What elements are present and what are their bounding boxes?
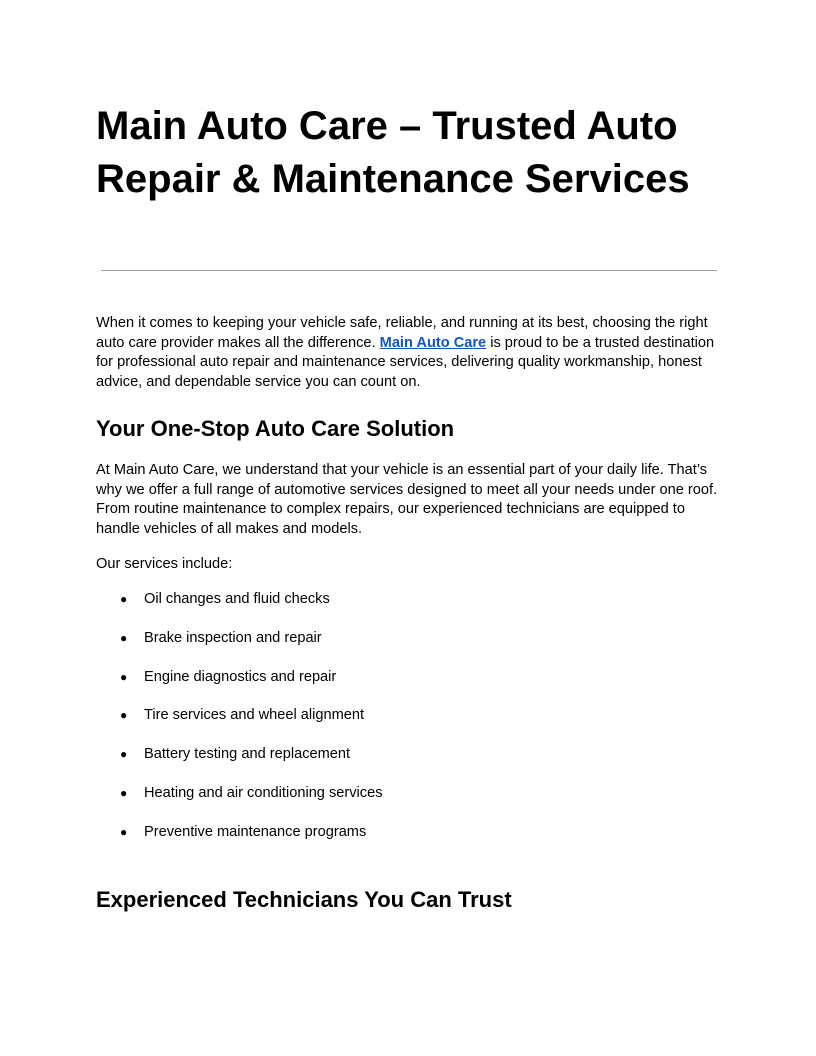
list-item-label: Tire services and wheel alignment xyxy=(144,707,365,724)
list-item xyxy=(96,705,383,744)
list-item xyxy=(96,628,383,667)
list-item-label: Battery testing and replacement xyxy=(144,746,351,763)
services-list xyxy=(96,589,383,861)
section-heading-technicians: Experienced Technicians You Can Trust xyxy=(96,887,512,912)
section-one-paragraph: At Main Auto Care, we understand that your vehicle is an essential part of your daily life. That’s why we offer a full range of automotive services designed to meet all your needs under one roof. From routine maintenance to complex repairs, our experienced technicians are equipped to handle vehicles of all makes and models. xyxy=(96,462,718,537)
main-auto-care-link[interactable]: Main Auto Care xyxy=(379,334,487,351)
list-item xyxy=(96,822,383,861)
intro-paragraph xyxy=(96,314,721,392)
list-item-label: Preventive maintenance programs xyxy=(144,823,367,840)
list-item xyxy=(96,589,383,628)
bullet-icon: ● xyxy=(120,708,128,723)
list-item xyxy=(96,667,383,706)
bullet-icon: ● xyxy=(120,824,128,839)
list-item-label: Brake inspection and repair xyxy=(144,629,322,646)
horizontal-divider xyxy=(101,270,717,271)
bullet-icon: ● xyxy=(120,785,128,800)
intro-text-after-link: is proud to be a trusted destination for professional auto repair and maintenance services, delivering quality workmanship, honest advice, and dependable service you can count on. xyxy=(96,334,715,390)
intro-text-before-link: When it comes to keeping your vehicle safe, reliable, and running at its best, choosing the right auto care provider makes all the difference. xyxy=(96,315,708,351)
services-intro: Our services include: xyxy=(96,556,233,572)
section-heading-one-stop: Your One-Stop Auto Care Solution xyxy=(96,416,455,441)
list-item xyxy=(96,744,383,783)
list-item-label: Oil changes and fluid checks xyxy=(144,591,330,607)
bullet-icon: ● xyxy=(120,630,128,645)
document-title: Main Auto Care – Trusted Auto Repair & Maintenance Services xyxy=(96,104,690,201)
bullet-icon: ● xyxy=(120,669,128,684)
list-item-label: Heating and air conditioning services xyxy=(144,784,383,801)
list-item xyxy=(96,783,383,822)
list-item-label: Engine diagnostics and repair xyxy=(144,668,337,685)
bullet-icon: ● xyxy=(120,592,128,606)
bullet-icon: ● xyxy=(120,747,128,762)
